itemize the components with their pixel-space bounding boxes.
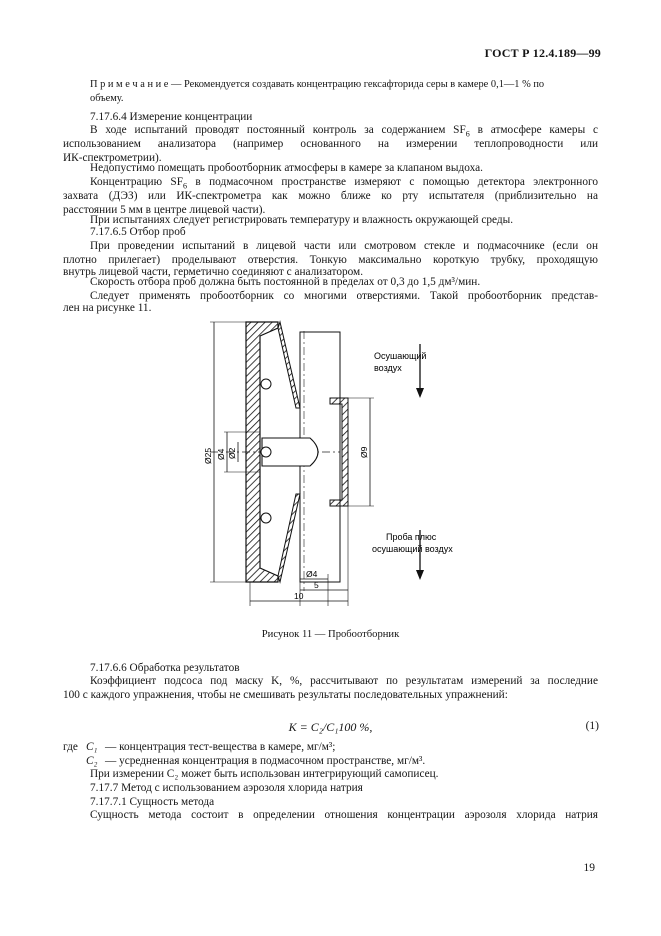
- sampler-drawing: [200, 316, 490, 616]
- where-label: где: [63, 741, 78, 753]
- paragraph-line: лен на рисунке 11.: [63, 302, 152, 314]
- text-run: в подмасочном пространстве измеряют с помощью детектора электронного: [187, 176, 598, 188]
- c2-definition: — усредненная концентрация в подмасочном пространстве, мг/м³.: [105, 755, 426, 767]
- cone-upper: [278, 322, 300, 408]
- label-sample-1: Проба плюс: [386, 532, 437, 542]
- figure-caption: Рисунок 11 — Пробоотборник: [261, 629, 400, 640]
- dim-text-5: 5: [314, 580, 319, 590]
- section-heading-7-17-6-6: 7.17.6.6 Обработка результатов: [90, 662, 240, 674]
- paragraph-line: При испытаниях следует регистрировать температуру и влажность окружающей среды.: [90, 214, 514, 226]
- formula: K = C₂/C₁100 %,: [288, 720, 373, 734]
- label-drying-air-1: Осушающий: [374, 351, 427, 361]
- arrowhead-icon: [416, 388, 424, 398]
- note-line-1: [90, 78, 598, 92]
- c1-symbol: C₁: [86, 741, 98, 753]
- subscript: 6: [465, 129, 470, 139]
- hole: [261, 447, 271, 457]
- section-heading-7-17-6-5: 7.17.6.5 Отбор проб: [90, 226, 186, 238]
- hole: [261, 379, 271, 389]
- paragraph-line: Коэффициент подсоса под маску K, %, рассчитывают по результатам измерений за последние: [90, 675, 598, 687]
- c1-definition: — концентрация тест-вещества в камере, мг/м³;: [105, 741, 336, 753]
- note-label: П р и м е ч а н и е: [90, 79, 169, 90]
- dim-text-d9: Ø9: [359, 446, 369, 458]
- paragraph-line: Сущность метода состоит в определении отношения концентрации аэрозоля хлорида натрия: [90, 809, 598, 821]
- document-code: ГОСТ Р 12.4.189—99: [484, 46, 601, 60]
- paragraph-line: Недопустимо помещать пробоотборник атмосферы в камере за клапаном выдоха.: [90, 162, 483, 174]
- paragraph-line: При измерении C₂ может быть использован интегрирующий самописец.: [90, 768, 439, 780]
- paragraph-line: плотно прилегает) проделывают отверстия. Тонкую максимально короткую трубку, проходящую: [63, 254, 598, 266]
- cone-lower: [278, 494, 300, 582]
- label-sample-2: осушающий воздух: [372, 544, 453, 554]
- paragraph-line: ИК-спектрометрии).: [63, 152, 162, 164]
- text-run: Концентрацию SF: [90, 176, 183, 188]
- hole: [261, 513, 271, 523]
- dim-text-10: 10: [294, 591, 304, 601]
- dim-text-d4: Ø4: [216, 448, 226, 460]
- section-heading-7-17-7-1: 7.17.7.1 Сущность метода: [90, 796, 215, 808]
- formula-number: (1): [585, 720, 599, 732]
- section-heading-7-17-7: 7.17.7 Метод с использованием аэрозоля хлорида натрия: [90, 782, 363, 794]
- text-run: В ходе испытаний проводят постоянный контроль за содержанием SF: [90, 124, 466, 136]
- subscript: 6: [183, 181, 187, 191]
- arrowhead-icon: [416, 570, 424, 580]
- dim-text-d2: Ø2: [227, 447, 237, 459]
- paragraph-line: Скорость отбора проб должна быть постоянной в пределах от 0,3 до 1,5 дм³/мин.: [90, 276, 481, 288]
- page-number: 19: [583, 862, 595, 874]
- note-text-1: — Рекомендуется создавать концентрацию гексафторида серы в камере 0,1—1 % по: [171, 79, 545, 90]
- paragraph-line: расстоянии 5 мм в центре лицевой части).: [63, 204, 266, 216]
- note-line-2: объему.: [90, 93, 124, 104]
- paragraph-line: При проведении испытаний в лицевой части или смотровом стекле и подмасочнике (если он: [90, 240, 598, 252]
- paragraph-line: захвата (ДЭЗ) или ИК-спектрометра как можно ближе ко рту испытателя (приблизительно на: [63, 190, 598, 202]
- paragraph-line: внутрь лицевой части, герметично соединяют с анализатором.: [63, 266, 364, 278]
- section-heading-7-17-6-4: 7.17.6.4 Измерение концентрации: [90, 111, 253, 123]
- dim-text-d4b: Ø4: [306, 569, 318, 579]
- paragraph-line: использованием анализатора (например основанного на измерении теплопроводности или: [63, 138, 598, 150]
- c2-symbol: C₂: [86, 755, 98, 767]
- label-drying-air-2: воздух: [374, 363, 402, 373]
- paragraph-line: 100 с каждого упражнения, чтобы не смешивать результаты последовательных упражнений:: [63, 689, 508, 701]
- dim-text-d25: Ø25: [203, 447, 213, 464]
- paragraph-line: Следует применять пробоотборник со многими отверстиями. Такой пробоотборник представ-: [90, 290, 598, 302]
- text-run: в атмосфере камеры с: [469, 124, 598, 136]
